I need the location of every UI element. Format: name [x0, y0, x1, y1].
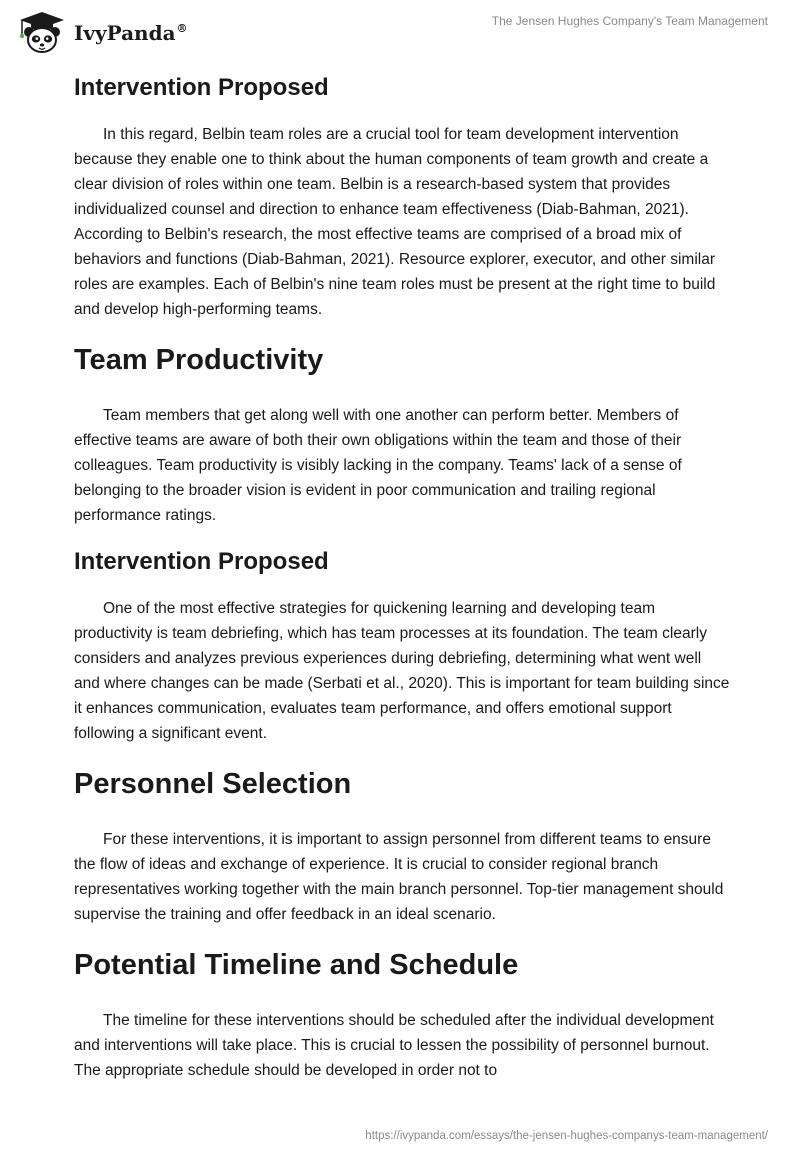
section-paragraph: Team members that get along well with one another can perform better. Members of effective teams are aware of both their own obligations within the team and those of their colleagues. Team productivity is visibly lacking in the company. Teams' lack of a sense of belonging to the broader vision is evident in poor communication and trailing regional performance ratings. [74, 407, 682, 524]
section-paragraph: In this regard, Belbin team roles are a crucial tool for team development intervention because they enable one to think about the human components of team growth and create a clear division of roles within one team. Belbin is a research-based system that provides individualized counsel and direction to enhance team effectiveness (Diab-Bahman, 2021). According to Belbin's research, the most effective teams are comprised of a broad mix of behaviors and functions (Diab-Bahman, 2021). Resource explorer, executor, and other similar roles are examples. Each of Belbin's nine team roles must be present at the right time to build and develop high-performing teams. [74, 126, 716, 318]
section-heading: Team Productivity [74, 344, 324, 376]
page-header [0, 0, 800, 64]
section-intervention-proposed-2 [74, 544, 730, 746]
section-personnel-selection [74, 762, 730, 927]
section-intervention-proposed-1 [74, 70, 730, 322]
section-heading: Personnel Selection [74, 768, 352, 800]
ivypanda-logo[interactable] [14, 10, 188, 54]
section-team-productivity [74, 338, 730, 528]
panda-graduate-icon [14, 10, 70, 54]
source-url[interactable]: https://ivypanda.com/essays/the-jensen-hughes-companys-team-management/ [365, 1130, 768, 1142]
document-title: The Jensen Hughes Company's Team Management [491, 14, 768, 28]
section-paragraph: The timeline for these interventions should be scheduled after the individual development and interventions will take place. This is crucial to lessen the possibility of personnel burnout. The appropriate schedule should be developed in order not to [74, 1012, 714, 1079]
section-heading: Intervention Proposed [74, 548, 329, 575]
section-paragraph: For these interventions, it is important to assign personnel from different teams to ensure the flow of ideas and exchange of experience. It is crucial to consider regional branch representatives working together with the main branch personnel. Top-tier management should supervise the training and offer feedback in an ideal scenario. [74, 831, 724, 923]
section-heading: Intervention Proposed [74, 74, 329, 101]
registered-mark: ® [176, 22, 188, 36]
section-heading: Potential Timeline and Schedule [74, 949, 519, 981]
section-paragraph: One of the most effective strategies for quickening learning and developing team productivity is team debriefing, which has team processes at its foundation. The team clearly considers and analyzes previous experiences during debriefing, determining what went well and where changes can be made (Serbati et al., 2020). This is important for team building since it enhances communication, evaluates team performance, and offers emotional support following a significant event. [74, 600, 730, 742]
brand-name: IvyPanda® [74, 21, 188, 45]
section-timeline-schedule [74, 943, 730, 1083]
article-body [74, 70, 730, 1083]
